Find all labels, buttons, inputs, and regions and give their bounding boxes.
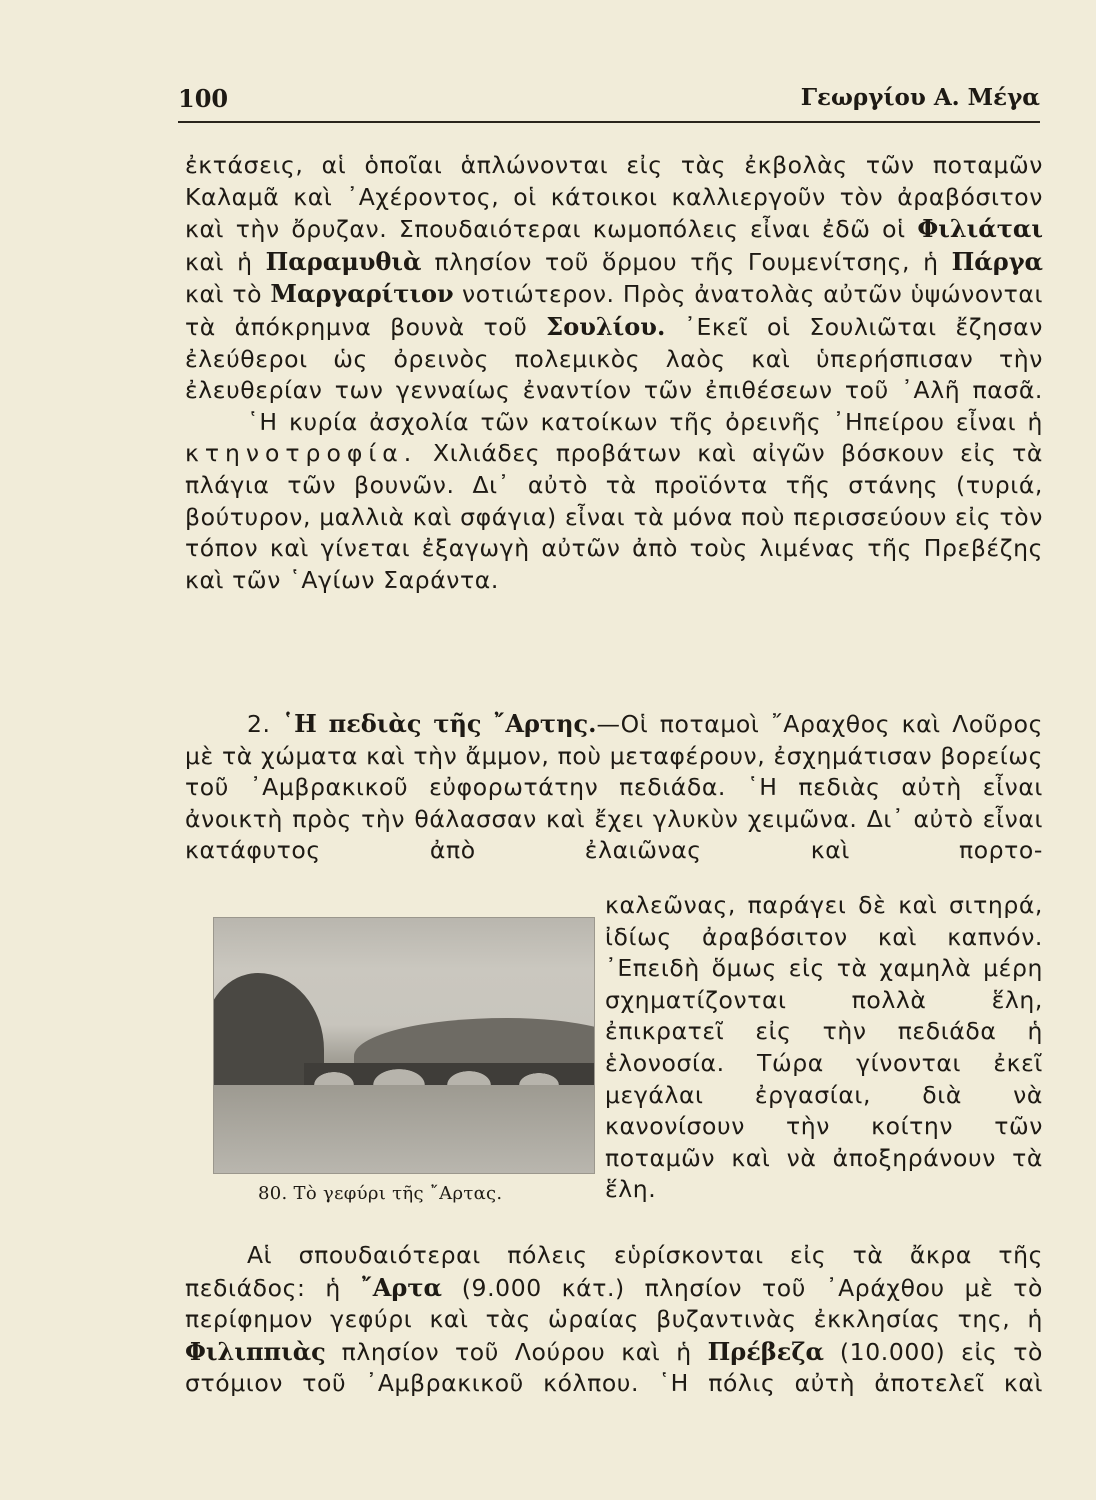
photo-bridge	[304, 1063, 595, 1085]
text-span: καὶ τὸ	[185, 280, 271, 309]
section-2-continuation	[605, 890, 1043, 1206]
place-name: Φιλιππιὰς	[185, 1336, 326, 1366]
text-span: (10.000) εἰς τὸ στόμιον τοῦ ᾿Αμβρακικοῦ κόλπου. ῾Η πόλις αὐτὴ ἀποτελεῖ καὶ	[185, 1337, 1043, 1398]
text-span: πλησίον τοῦ Λούρου καὶ ἡ	[325, 1337, 708, 1366]
section-heading: ῾Η πεδιὰς τῆς ῎Αρτης.	[282, 709, 597, 738]
photo-water	[214, 1085, 594, 1173]
running-head: Γεωργίου Α. Μέγα	[800, 84, 1040, 111]
spaced-term: κτηνοτροφία.	[185, 439, 418, 468]
text-span: καὶ ἡ	[185, 247, 266, 276]
header-rule	[178, 121, 1040, 123]
section-2-text	[185, 708, 1043, 867]
paragraph-4	[185, 1240, 1043, 1400]
page-number: 100	[178, 84, 229, 113]
place-name: Σουλίου.	[546, 311, 666, 341]
paragraph-1	[185, 150, 1043, 407]
paragraph-2	[185, 407, 1043, 597]
text-span: Αἱ σπουδαιότεραι πόλεις εὑρίσκονται εἰς τὰ ἄκρα τῆς πεδιάδος: ἡ	[185, 1241, 1043, 1302]
text-span: ῾Η κυρία ἀσχολία τῶν κατοίκων τῆς ὀρεινῆς ᾿Ηπείρου εἶναι ἡ	[247, 407, 1043, 436]
text-span: (9.000 κάτ.) πλησίον τοῦ ᾿Αράχθου μὲ τὸ περίφημον γεφύρι καὶ τὰς ὡραίας βυζαντινὰς ἐκκλησίας της, ἡ	[185, 1273, 1044, 1334]
section-2-paragraph	[185, 708, 1043, 867]
text-span: ἐκτάσεις, αἱ ὁποῖαι ἁπλώνονται εἰς τὰς ἐκβολὰς τῶν ποταμῶν Καλαμᾶ καὶ ᾿Αχέροντος, οἱ κάτοικοι καλλιεργοῦν τὸν ἀραβόσιτον καὶ τὴν ὄρυζαν. Σπουδαιότεραι κωμοπόλεις εἶναι ἐδῶ οἱ	[185, 151, 1043, 244]
section-2-continued-text: καλεῶνας, παράγει δὲ καὶ σιτηρά, ἰδίως ἀραβόσιτον καὶ καπνόν. ᾿Επειδὴ ὅμως εἰς τὰ χαμηλὰ μέρη σχηματίζονται πολλὰ ἕλη, ἐπικρατεῖ εἰς τὴν πεδιάδα ἡ ἑλονοσία. Τώρα γίνονται ἐκεῖ μεγάλαι ἐργασίαι, διὰ νὰ κανονίσουν τὴν κοίτην τῶν ποταμῶν καὶ νὰ ἀποξηράνουν τὰ ἕλη.	[605, 891, 1043, 1204]
section-number: 2.	[247, 710, 283, 738]
text-span: πλησίον τοῦ ὅρμου τῆς Γουμενίτσης, ἡ	[421, 247, 952, 276]
place-name: Μαργαρίτιον	[270, 279, 454, 309]
bridge-photo	[213, 917, 595, 1174]
text-span: —Οἱ ποταμοὶ ῎Αραχθος καὶ Λοῦρος μὲ τὰ χώματα καὶ τὴν ἄμμον, ποὺ μεταφέρουν, ἐσχημάτισαν βορείως τοῦ ᾿Αμβρακικοῦ εὐφορωτάτην πεδιάδα. ῾Η πεδιὰς αὐτὴ εἶναι ἀνοικτὴ πρὸς τὴν θάλασσαν καὶ ἔχει γλυκὺν χειμῶνα. Δι᾿ αὐτὸ εἶναι κατάφυτος ἀπὸ ἐλαιῶνας καὶ πορτο-	[185, 710, 1043, 865]
text-block-bottom	[185, 1240, 1043, 1400]
place-name: ῎Αρτα	[360, 1272, 442, 1302]
figure-caption: 80. Τὸ γεφύρι τῆς ῎Αρτας.	[258, 1183, 503, 1204]
text-span: Χιλιάδες προβάτων καὶ αἰγῶν βόσκουν εἰς τὰ πλάγια τῶν βουνῶν. Δι᾿ αὐτὸ τὰ προϊόντα τῆς στάνης (τυριά, βούτυρον, μαλλιὰ καὶ σφάγια) εἶναι τὰ μόνα ποὺ περισσεύουν εἰς τὸν τόπον καὶ γίνεται ἐξαγωγὴ αὐτῶν ἀπὸ τοὺς λιμένας τῆς Πρεβέζης καὶ τῶν ῾Αγίων Σαράντα.	[185, 439, 1043, 594]
text-span: ᾿Εκεῖ οἱ Σουλιῶται ἔζησαν ἐλεύθεροι ὡς ὀρεινὸς πολεμικὸς λαὸς καὶ ὑπερήσπισαν τὴν ἐλευθερίαν των γενναίως ἐναντίον τῶν ἐπιθέσεων τοῦ ᾿Αλῆ πασᾶ.	[185, 312, 1043, 405]
place-name: Φιλιάται	[917, 214, 1043, 244]
text-span: νοτιώτερον. Πρὸς ἀνατολὰς αὐτῶν ὑψώνονται τὰ ἀπόκρημνα βουνὰ τοῦ	[185, 280, 1044, 341]
place-name: Παραμυθιὰ	[265, 246, 422, 276]
place-name: Πρέβεζα	[707, 1336, 825, 1366]
place-name: Πάργα	[951, 246, 1043, 276]
text-block-top	[185, 150, 1043, 596]
page-header	[178, 80, 1040, 116]
